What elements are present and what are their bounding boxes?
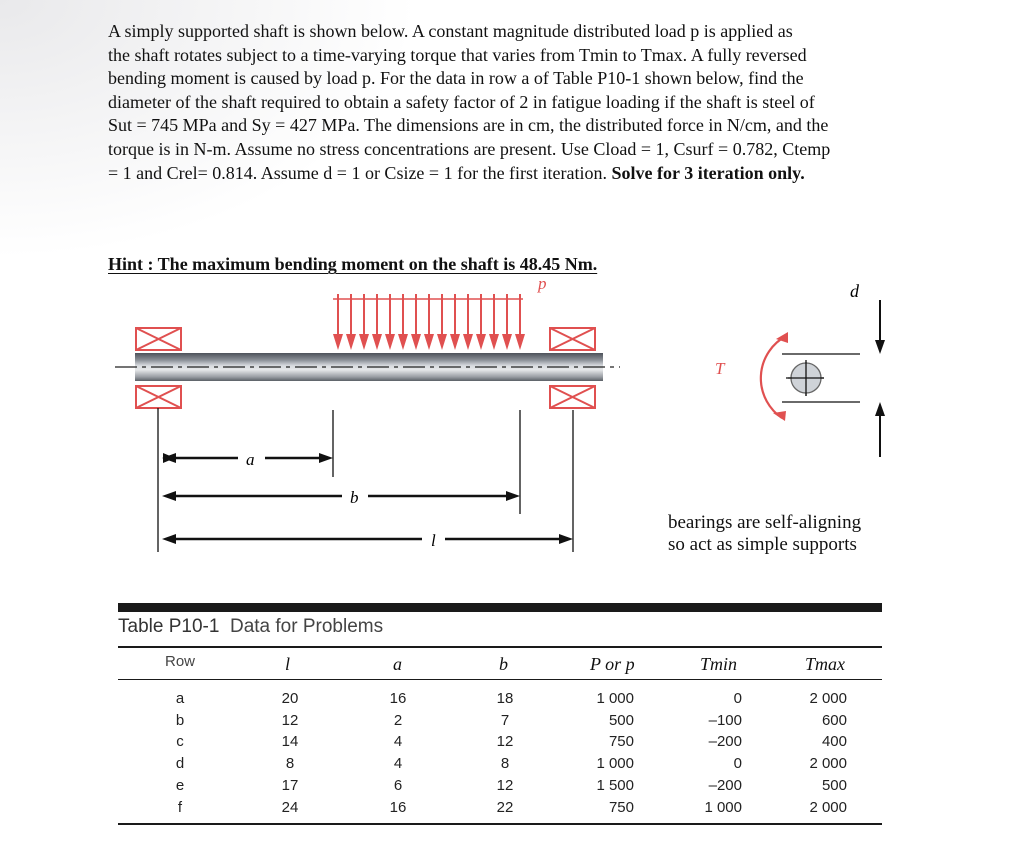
table-cell: 1 000: [596, 690, 634, 707]
table-cell: 16: [389, 690, 407, 707]
table-cell: 12: [281, 711, 299, 729]
table-cell: 600: [821, 711, 847, 729]
table-top-bar: [118, 603, 882, 612]
table-rule-top: [118, 646, 882, 648]
column-tmax: [785, 688, 847, 818]
header-row: Row: [165, 653, 196, 670]
problem-line-2: the shaft rotates subject to a time-varying torque that varies from Tmin to Tmax. A fully reversed: [108, 44, 807, 65]
table-cell: 24: [281, 798, 299, 816]
table-cell: 7: [500, 711, 510, 729]
table-cell: –200: [708, 776, 742, 794]
dim-a-label: a: [246, 450, 255, 469]
problem-line-5: Sut = 745 MPa and Sy = 427 MPa. The dimensions are in cm, the distributed force in N/cm, and the: [108, 115, 829, 136]
table-cell: 0: [733, 755, 742, 773]
dim-b-label: b: [350, 488, 359, 507]
table-cell: 500: [821, 776, 847, 794]
table-cell: 8: [500, 755, 510, 773]
table-cell: 4: [393, 733, 403, 751]
table-cell: –100: [708, 711, 742, 729]
table-cell: d: [175, 755, 185, 773]
table-cell: 400: [821, 733, 847, 751]
table-cell: 12: [496, 733, 514, 751]
column-b: [485, 688, 525, 818]
column-l: [270, 688, 310, 818]
problem-line-1: A simply supported shaft is shown below. A constant magnitude distributed load p is applied as: [108, 21, 793, 41]
table-cell: b: [175, 711, 185, 729]
table-cell: c: [176, 733, 184, 751]
bearing-note-line-2: so act as simple supports: [668, 534, 857, 555]
extension-lines: [158, 408, 573, 552]
table-cell: 16: [389, 798, 407, 816]
table-cell: 2: [393, 711, 403, 729]
torque-label: T: [715, 359, 725, 378]
table-cell: 4: [393, 755, 403, 773]
table-cell: 17: [281, 776, 299, 794]
header-a: a: [393, 654, 402, 674]
column-row: [165, 688, 195, 818]
column-tmin: [680, 688, 742, 818]
table-cell: 750: [608, 733, 634, 751]
bearing-note-line-1: bearings are self-aligning: [668, 512, 862, 533]
table-cell: 500: [608, 711, 634, 729]
problem-line-6: torque is in N-m. Assume no stress concentrations are present. Use Cload = 1, Csurf = 0.782, Ctemp: [108, 138, 831, 159]
load-label: p: [538, 274, 547, 293]
header-tmax: Tmax: [805, 654, 845, 674]
table-cell: 2 000: [809, 798, 847, 816]
hint-text: Hint : The maximum bending moment on the shaft is 48.45 Nm.: [108, 254, 598, 274]
table-title-label: Table P10-1: [118, 616, 220, 637]
problem-line-3: bending moment is caused by load p. For the data in row a of Table P10-1 shown below, find the: [108, 68, 804, 89]
load-arrows: [333, 294, 525, 350]
header-l: l: [285, 654, 291, 674]
table-cell: 2 000: [809, 755, 847, 773]
dimension-b: [162, 488, 520, 507]
header-tmin: Tmin: [700, 654, 738, 674]
table-title: [118, 616, 383, 638]
table-cell: 2 000: [809, 690, 847, 707]
dimension-a: [162, 450, 333, 469]
table-cell: 1 000: [596, 755, 634, 773]
table-cell: f: [177, 798, 183, 816]
table-cell: 1 500: [596, 776, 634, 794]
header-p: P or p: [590, 654, 635, 674]
distributed-load: [333, 274, 547, 350]
torque-arrow: [715, 332, 788, 421]
table-cell: a: [175, 690, 185, 707]
table-cell: 750: [608, 798, 634, 816]
table-cell: 0: [733, 690, 742, 707]
table-cell: 1 000: [704, 798, 742, 816]
table-cell: 6: [393, 776, 403, 794]
table-cell: 20: [281, 690, 299, 707]
problem-line-7a: = 1 and Crel= 0.814. Assume d = 1 or Csize = 1 for the first iteration.: [108, 162, 612, 183]
table-cell: 18: [496, 690, 514, 707]
table-cell: 14: [281, 733, 299, 751]
table-cell: 12: [496, 776, 514, 794]
problem-line-7: [108, 162, 898, 186]
column-p: [572, 688, 634, 818]
table-cell: 8: [285, 755, 295, 773]
problem-instruction: Solve for 3 iteration only.: [611, 162, 805, 183]
problem-line-4: diameter of the shaft required to obtain a safety factor of 2 in fatigue loading if the shaft is steel of: [108, 91, 815, 112]
table-cell: –200: [708, 733, 742, 751]
table-cell: e: [175, 776, 185, 794]
cross-section: [782, 281, 885, 457]
header-b: b: [499, 654, 508, 674]
dimension-l: [162, 531, 573, 550]
dim-l-label: l: [431, 531, 436, 550]
table-title-text: Data for Problems: [229, 616, 384, 637]
table-rule-bottom: [118, 823, 882, 825]
table-cell: 22: [496, 798, 514, 816]
table-rule-header: [118, 679, 882, 680]
column-a: [378, 688, 418, 818]
diameter-label: d: [850, 281, 859, 301]
problem-statement: [108, 20, 898, 185]
shaft: [115, 353, 620, 381]
bearing-note: [668, 512, 861, 556]
